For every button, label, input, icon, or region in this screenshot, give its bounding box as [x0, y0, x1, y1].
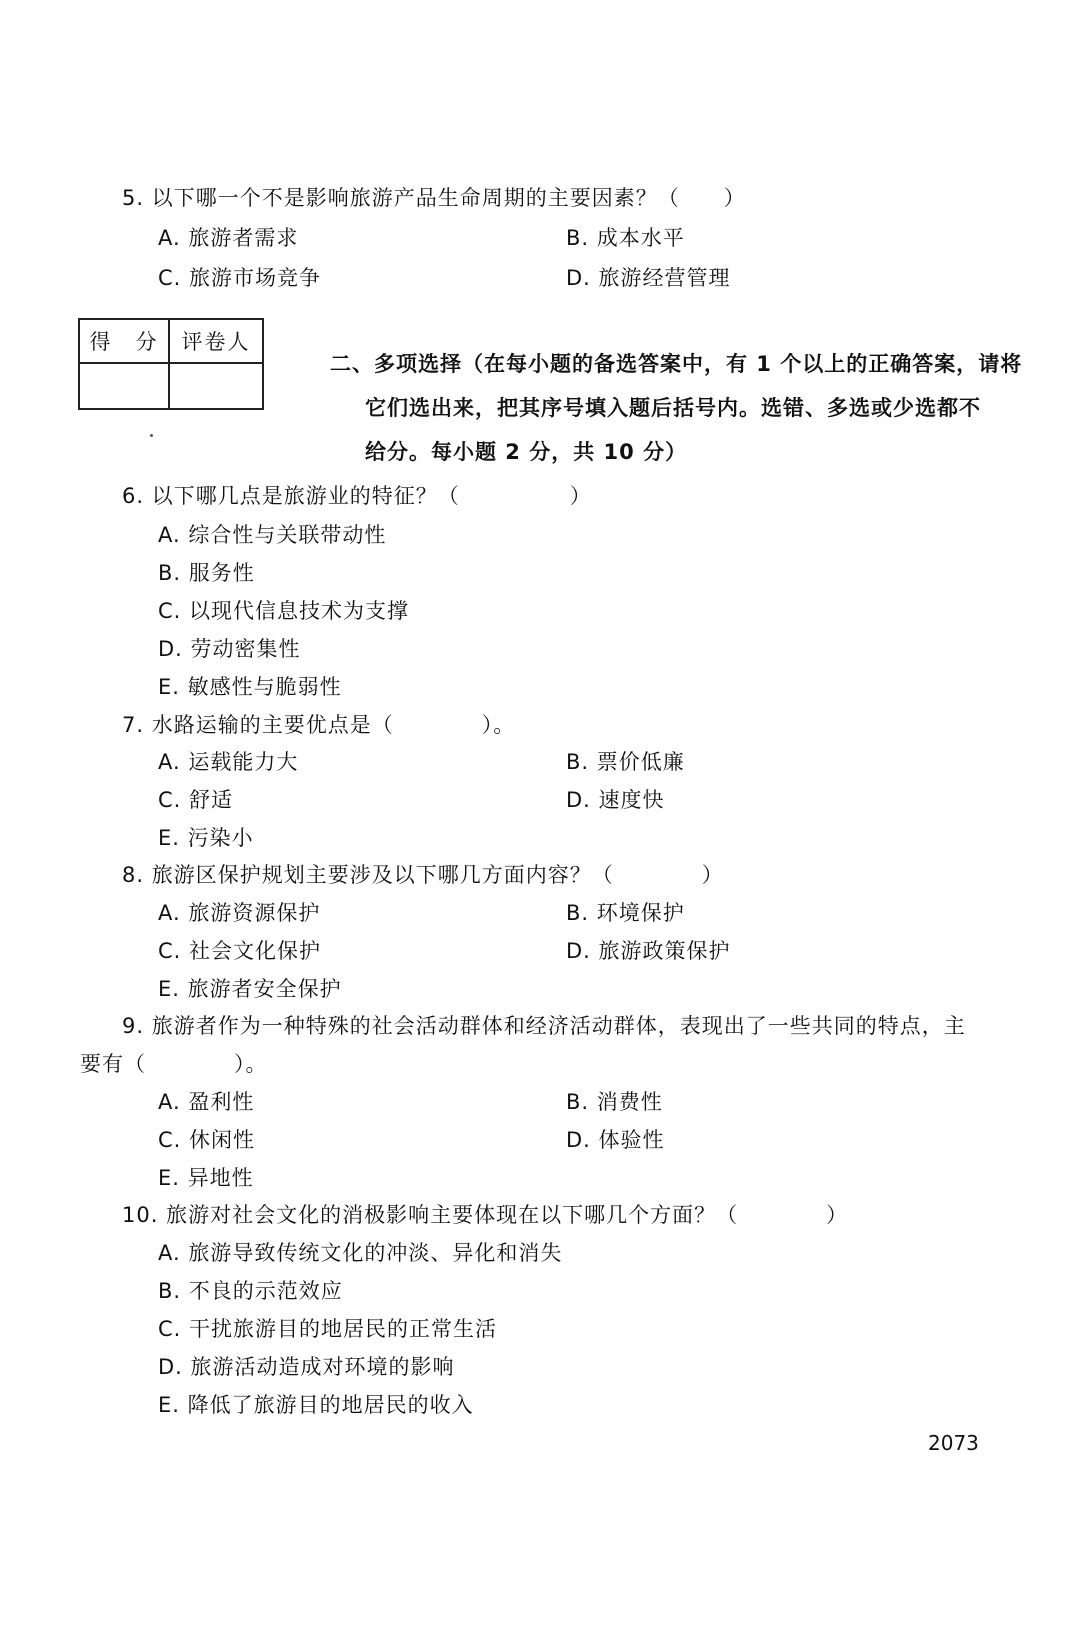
q7-option-c: C. 舒适 — [158, 788, 234, 812]
q7-option-e: E. 污染小 — [158, 826, 254, 850]
q5-option-b: B. 成本水平 — [566, 226, 685, 250]
q8-option-e: E. 旅游者安全保护 — [158, 977, 342, 1001]
section-2-title-line2: 它们选出来，把其序号填入题后括号内。选错、多选或少选都不 — [365, 396, 981, 420]
q5-option-d: D. 旅游经营管理 — [566, 266, 731, 290]
q9-option-d: D. 体验性 — [566, 1128, 665, 1152]
q6-option-e: E. 敏感性与脆弱性 — [158, 675, 342, 699]
section-2-title-line3: 给分。每小题 2 分，共 10 分） — [365, 440, 688, 464]
q9-option-e: E. 异地性 — [158, 1166, 254, 1190]
q7-option-b: B. 票价低廉 — [566, 750, 685, 774]
question-9-stem-line2: 要有（ ）。 — [80, 1052, 268, 1076]
q5-option-c: C. 旅游市场竞争 — [158, 266, 322, 290]
q9-option-a: A. 盈利性 — [158, 1090, 255, 1114]
question-6-stem: 6. 以下哪几点是旅游业的特征？（ ） — [122, 484, 592, 508]
q5-option-a: A. 旅游者需求 — [158, 226, 299, 250]
q10-option-a: A. 旅游导致传统文化的冲淡、异化和消失 — [158, 1241, 563, 1265]
q10-option-e: E. 降低了旅游目的地居民的收入 — [158, 1393, 474, 1417]
scan-speck — [150, 434, 153, 437]
page-number: 2073 — [928, 1431, 979, 1455]
q10-option-b: B. 不良的示范效应 — [158, 1279, 343, 1303]
q6-option-c: C. 以现代信息技术为支撑 — [158, 599, 410, 623]
q6-option-a: A. 综合性与关联带动性 — [158, 523, 387, 547]
grader-cell — [169, 363, 263, 409]
q9-option-c: C. 休闲性 — [158, 1128, 256, 1152]
q6-option-b: B. 服务性 — [158, 561, 255, 585]
question-5-stem: 5. 以下哪一个不是影响旅游产品生命周期的主要因素？（ ） — [122, 186, 746, 210]
question-9-stem-line1: 9. 旅游者作为一种特殊的社会活动群体和经济活动群体，表现出了一些共同的特点，主 — [122, 1014, 966, 1038]
score-cell — [79, 363, 169, 409]
q8-option-a: A. 旅游资源保护 — [158, 901, 321, 925]
q7-option-d: D. 速度快 — [566, 788, 665, 812]
grader-label: 评卷人 — [169, 319, 263, 363]
q7-option-a: A. 运载能力大 — [158, 750, 299, 774]
question-7-stem: 7. 水路运输的主要优点是（ ）。 — [122, 713, 516, 737]
q8-option-b: B. 环境保护 — [566, 901, 685, 925]
score-label: 得 分 — [79, 319, 169, 363]
q9-option-b: B. 消费性 — [566, 1090, 663, 1114]
question-10-stem: 10. 旅游对社会文化的消极影响主要体现在以下哪几个方面？（ ） — [122, 1203, 849, 1227]
q10-option-c: C. 干扰旅游目的地居民的正常生活 — [158, 1317, 498, 1341]
q8-option-c: C. 社会文化保护 — [158, 939, 322, 963]
score-table — [78, 318, 264, 410]
q6-option-d: D. 劳动密集性 — [158, 637, 301, 661]
question-8-stem: 8. 旅游区保护规划主要涉及以下哪几方面内容？（ ） — [122, 863, 724, 887]
section-2-title-line1: 二、多项选择（在每小题的备选答案中，有 1 个以上的正确答案，请将 — [330, 352, 1023, 376]
q10-option-d: D. 旅游活动造成对环境的影响 — [158, 1355, 455, 1379]
q8-option-d: D. 旅游政策保护 — [566, 939, 731, 963]
